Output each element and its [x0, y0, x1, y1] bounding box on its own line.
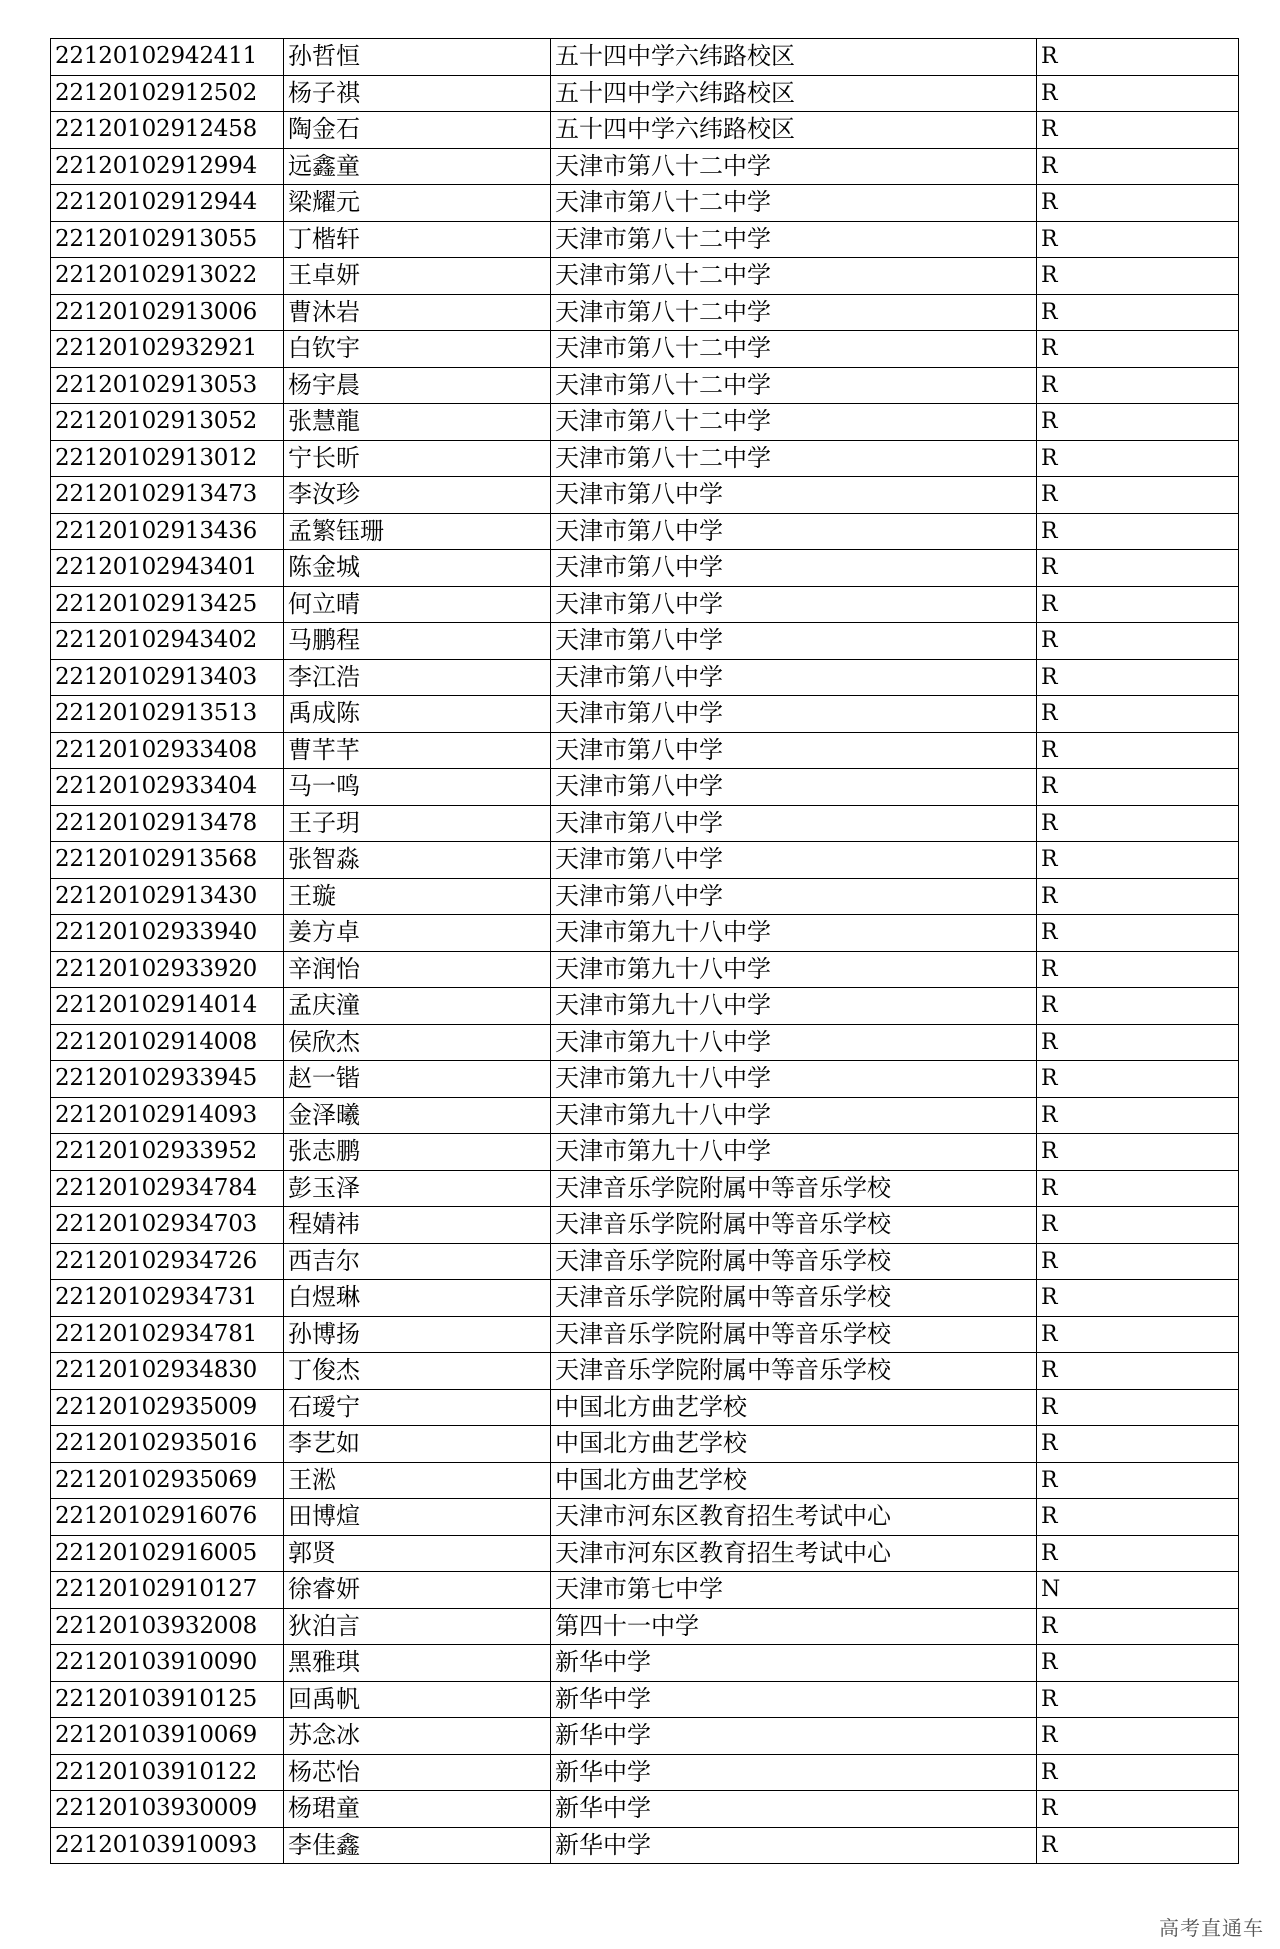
grade-cell: R	[1037, 550, 1239, 587]
student-id-cell: 22120102913425	[51, 586, 284, 623]
student-roster-table	[50, 38, 1239, 1864]
grade-cell: R	[1037, 1353, 1239, 1390]
student-name-cell: 侯欣杰	[284, 1024, 551, 1061]
student-id-cell: 22120102912458	[51, 112, 284, 149]
grade-cell: R	[1037, 915, 1239, 952]
table-row	[51, 878, 1239, 915]
student-name-cell: 孟庆潼	[284, 988, 551, 1025]
table-row	[51, 1791, 1239, 1828]
school-cell: 新华中学	[551, 1718, 1037, 1755]
student-id-cell: 22120102933945	[51, 1061, 284, 1098]
grade-cell: R	[1037, 805, 1239, 842]
student-id-cell: 22120102933940	[51, 915, 284, 952]
table-row	[51, 951, 1239, 988]
student-name-cell: 曹沐岩	[284, 294, 551, 331]
student-id-cell: 22120103930009	[51, 1791, 284, 1828]
student-id-cell: 22120102914093	[51, 1097, 284, 1134]
student-name-cell: 徐睿妍	[284, 1572, 551, 1609]
table-row	[51, 988, 1239, 1025]
grade-cell: R	[1037, 1462, 1239, 1499]
table-row	[51, 367, 1239, 404]
student-name-cell: 彭玉泽	[284, 1170, 551, 1207]
school-cell: 第四十一中学	[551, 1608, 1037, 1645]
school-cell: 天津市第九十八中学	[551, 1097, 1037, 1134]
grade-cell: R	[1037, 1608, 1239, 1645]
student-name-cell: 禹成陈	[284, 696, 551, 733]
school-cell: 天津市第八中学	[551, 623, 1037, 660]
student-id-cell: 22120102913513	[51, 696, 284, 733]
student-name-cell: 陶金石	[284, 112, 551, 149]
table-row	[51, 1097, 1239, 1134]
student-name-cell: 梁耀元	[284, 185, 551, 222]
table-row	[51, 331, 1239, 368]
grade-cell: R	[1037, 148, 1239, 185]
student-name-cell: 王淞	[284, 1462, 551, 1499]
student-id-cell: 22120102913430	[51, 878, 284, 915]
student-id-cell: 22120102933920	[51, 951, 284, 988]
student-name-cell: 丁楷轩	[284, 221, 551, 258]
table-row	[51, 185, 1239, 222]
table-row	[51, 805, 1239, 842]
school-cell: 天津市第八十二中学	[551, 367, 1037, 404]
table-row	[51, 404, 1239, 441]
school-cell: 天津音乐学院附属中等音乐学校	[551, 1170, 1037, 1207]
student-id-cell: 22120102913052	[51, 404, 284, 441]
table-row	[51, 842, 1239, 879]
grade-cell: R	[1037, 1535, 1239, 1572]
student-name-cell: 曹芊芊	[284, 732, 551, 769]
table-row	[51, 769, 1239, 806]
grade-cell: R	[1037, 1827, 1239, 1864]
student-name-cell: 西吉尔	[284, 1243, 551, 1280]
student-id-cell: 22120102914008	[51, 1024, 284, 1061]
student-name-cell: 孟繁钰珊	[284, 513, 551, 550]
student-id-cell: 22120102913478	[51, 805, 284, 842]
table-row	[51, 1718, 1239, 1755]
table-row	[51, 1207, 1239, 1244]
grade-cell: R	[1037, 513, 1239, 550]
student-id-cell: 22120102913012	[51, 440, 284, 477]
student-id-cell: 22120102933408	[51, 732, 284, 769]
table-row	[51, 294, 1239, 331]
school-cell: 天津市第八中学	[551, 878, 1037, 915]
school-cell: 新华中学	[551, 1791, 1037, 1828]
table-row	[51, 258, 1239, 295]
school-cell: 天津市第八中学	[551, 696, 1037, 733]
table-row	[51, 1645, 1239, 1682]
student-id-cell: 22120102912944	[51, 185, 284, 222]
student-name-cell: 金泽曦	[284, 1097, 551, 1134]
school-cell: 新华中学	[551, 1645, 1037, 1682]
grade-cell: R	[1037, 1207, 1239, 1244]
student-id-cell: 22120102935009	[51, 1389, 284, 1426]
grade-cell: R	[1037, 404, 1239, 441]
grade-cell: R	[1037, 1718, 1239, 1755]
grade-cell: R	[1037, 1645, 1239, 1682]
grade-cell: R	[1037, 732, 1239, 769]
table-row	[51, 1535, 1239, 1572]
table-row	[51, 39, 1239, 76]
grade-cell: R	[1037, 221, 1239, 258]
grade-cell: R	[1037, 951, 1239, 988]
grade-cell: R	[1037, 1024, 1239, 1061]
school-cell: 天津市第八中学	[551, 805, 1037, 842]
school-cell: 天津市河东区教育招生考试中心	[551, 1535, 1037, 1572]
table-row	[51, 732, 1239, 769]
grade-cell: R	[1037, 1170, 1239, 1207]
school-cell: 天津市第七中学	[551, 1572, 1037, 1609]
student-name-cell: 杨宇晨	[284, 367, 551, 404]
student-name-cell: 白煜琳	[284, 1280, 551, 1317]
school-cell: 天津市第九十八中学	[551, 988, 1037, 1025]
student-name-cell: 狄泊言	[284, 1608, 551, 1645]
student-id-cell: 22120103910090	[51, 1645, 284, 1682]
grade-cell: R	[1037, 1280, 1239, 1317]
table-row	[51, 1572, 1239, 1609]
grade-cell: R	[1037, 1061, 1239, 1098]
student-name-cell: 郭贤	[284, 1535, 551, 1572]
school-cell: 天津市第九十八中学	[551, 1061, 1037, 1098]
table-row	[51, 75, 1239, 112]
school-cell: 天津市第八中学	[551, 550, 1037, 587]
student-id-cell: 22120102913436	[51, 513, 284, 550]
student-id-cell: 22120102934731	[51, 1280, 284, 1317]
table-row	[51, 696, 1239, 733]
school-cell: 五十四中学六纬路校区	[551, 75, 1037, 112]
roster-body	[51, 39, 1239, 1864]
student-name-cell: 李佳鑫	[284, 1827, 551, 1864]
student-name-cell: 马一鸣	[284, 769, 551, 806]
school-cell: 天津市第九十八中学	[551, 1134, 1037, 1171]
grade-cell: R	[1037, 185, 1239, 222]
school-cell: 新华中学	[551, 1754, 1037, 1791]
student-name-cell: 李艺如	[284, 1426, 551, 1463]
grade-cell: R	[1037, 294, 1239, 331]
student-name-cell: 宁长昕	[284, 440, 551, 477]
school-cell: 新华中学	[551, 1827, 1037, 1864]
table-row	[51, 550, 1239, 587]
grade-cell: R	[1037, 331, 1239, 368]
grade-cell: R	[1037, 1791, 1239, 1828]
student-id-cell: 22120102913403	[51, 659, 284, 696]
student-id-cell: 22120102934781	[51, 1316, 284, 1353]
student-id-cell: 22120103932008	[51, 1608, 284, 1645]
grade-cell: R	[1037, 440, 1239, 477]
table-row	[51, 1316, 1239, 1353]
student-id-cell: 22120102914014	[51, 988, 284, 1025]
table-row	[51, 586, 1239, 623]
student-name-cell: 姜方卓	[284, 915, 551, 952]
grade-cell: R	[1037, 878, 1239, 915]
grade-cell: R	[1037, 988, 1239, 1025]
school-cell: 天津市第八中学	[551, 659, 1037, 696]
school-cell: 天津市河东区教育招生考试中心	[551, 1499, 1037, 1536]
grade-cell: R	[1037, 1681, 1239, 1718]
student-name-cell: 王子玥	[284, 805, 551, 842]
school-cell: 天津市第八中学	[551, 586, 1037, 623]
school-cell: 五十四中学六纬路校区	[551, 112, 1037, 149]
table-row	[51, 477, 1239, 514]
student-id-cell: 22120102934726	[51, 1243, 284, 1280]
school-cell: 天津市第八十二中学	[551, 294, 1037, 331]
table-row	[51, 1061, 1239, 1098]
grade-cell: R	[1037, 696, 1239, 733]
student-id-cell: 22120102913055	[51, 221, 284, 258]
table-row	[51, 1426, 1239, 1463]
school-cell: 天津市第八中学	[551, 842, 1037, 879]
school-cell: 天津音乐学院附属中等音乐学校	[551, 1316, 1037, 1353]
grade-cell: R	[1037, 623, 1239, 660]
grade-cell: R	[1037, 1243, 1239, 1280]
grade-cell: R	[1037, 1426, 1239, 1463]
grade-cell: R	[1037, 586, 1239, 623]
grade-cell: R	[1037, 112, 1239, 149]
student-id-cell: 22120102913053	[51, 367, 284, 404]
student-name-cell: 张智淼	[284, 842, 551, 879]
school-cell: 天津音乐学院附属中等音乐学校	[551, 1280, 1037, 1317]
grade-cell: N	[1037, 1572, 1239, 1609]
student-name-cell: 杨子祺	[284, 75, 551, 112]
grade-cell: R	[1037, 842, 1239, 879]
table-row	[51, 659, 1239, 696]
student-name-cell: 李江浩	[284, 659, 551, 696]
school-cell: 天津市第八十二中学	[551, 440, 1037, 477]
student-name-cell: 田博煊	[284, 1499, 551, 1536]
table-row	[51, 1754, 1239, 1791]
table-row	[51, 1024, 1239, 1061]
student-id-cell: 22120102913473	[51, 477, 284, 514]
table-row	[51, 440, 1239, 477]
student-id-cell: 22120103910122	[51, 1754, 284, 1791]
student-name-cell: 回禹帆	[284, 1681, 551, 1718]
student-name-cell: 杨芯怡	[284, 1754, 551, 1791]
school-cell: 天津音乐学院附属中等音乐学校	[551, 1207, 1037, 1244]
table-row	[51, 623, 1239, 660]
student-id-cell: 22120103910125	[51, 1681, 284, 1718]
student-id-cell: 22120102932921	[51, 331, 284, 368]
student-id-cell: 22120102934784	[51, 1170, 284, 1207]
student-id-cell: 22120102913022	[51, 258, 284, 295]
school-cell: 新华中学	[551, 1681, 1037, 1718]
student-id-cell: 22120102913568	[51, 842, 284, 879]
student-id-cell: 22120102933404	[51, 769, 284, 806]
student-name-cell: 辛润怡	[284, 951, 551, 988]
student-name-cell: 杨珺童	[284, 1791, 551, 1828]
watermark-text: 高考直通车	[1159, 1916, 1264, 1940]
student-name-cell: 远鑫童	[284, 148, 551, 185]
school-cell: 天津市第八中学	[551, 732, 1037, 769]
student-id-cell: 22120102916005	[51, 1535, 284, 1572]
school-cell: 天津市第八十二中学	[551, 331, 1037, 368]
school-cell: 天津市第八十二中学	[551, 221, 1037, 258]
grade-cell: R	[1037, 367, 1239, 404]
student-id-cell: 22120103910093	[51, 1827, 284, 1864]
student-name-cell: 王璇	[284, 878, 551, 915]
table-row	[51, 221, 1239, 258]
student-name-cell: 赵一锴	[284, 1061, 551, 1098]
school-cell: 天津市第八十二中学	[551, 258, 1037, 295]
student-name-cell: 程婧祎	[284, 1207, 551, 1244]
student-name-cell: 苏念冰	[284, 1718, 551, 1755]
student-id-cell: 22120102934703	[51, 1207, 284, 1244]
student-name-cell: 何立晴	[284, 586, 551, 623]
grade-cell: R	[1037, 75, 1239, 112]
school-cell: 天津市第八中学	[551, 769, 1037, 806]
student-id-cell: 22120102943402	[51, 623, 284, 660]
table-row	[51, 1243, 1239, 1280]
student-name-cell: 白钦宇	[284, 331, 551, 368]
table-row	[51, 513, 1239, 550]
school-cell: 天津市第八十二中学	[551, 148, 1037, 185]
student-id-cell: 22120102916076	[51, 1499, 284, 1536]
school-cell: 天津音乐学院附属中等音乐学校	[551, 1353, 1037, 1390]
grade-cell: R	[1037, 258, 1239, 295]
school-cell: 天津音乐学院附属中等音乐学校	[551, 1243, 1037, 1280]
school-cell: 中国北方曲艺学校	[551, 1389, 1037, 1426]
school-cell: 天津市第九十八中学	[551, 915, 1037, 952]
school-cell: 中国北方曲艺学校	[551, 1426, 1037, 1463]
grade-cell: R	[1037, 1499, 1239, 1536]
grade-cell: R	[1037, 1754, 1239, 1791]
school-cell: 天津市第九十八中学	[551, 1024, 1037, 1061]
student-id-cell: 22120102912502	[51, 75, 284, 112]
table-row	[51, 1353, 1239, 1390]
student-id-cell: 22120102935016	[51, 1426, 284, 1463]
student-name-cell: 孙哲恒	[284, 39, 551, 76]
student-id-cell: 22120102933952	[51, 1134, 284, 1171]
student-id-cell: 22120102934830	[51, 1353, 284, 1390]
student-name-cell: 李汝珍	[284, 477, 551, 514]
school-cell: 中国北方曲艺学校	[551, 1462, 1037, 1499]
table-row	[51, 1134, 1239, 1171]
school-cell: 天津市第八十二中学	[551, 404, 1037, 441]
school-cell: 五十四中学六纬路校区	[551, 39, 1037, 76]
table-row	[51, 148, 1239, 185]
table-row	[51, 1827, 1239, 1864]
grade-cell: R	[1037, 769, 1239, 806]
table-row	[51, 1499, 1239, 1536]
student-name-cell: 石瑷宁	[284, 1389, 551, 1426]
student-name-cell: 丁俊杰	[284, 1353, 551, 1390]
table-row	[51, 1280, 1239, 1317]
student-id-cell: 22120102943401	[51, 550, 284, 587]
grade-cell: R	[1037, 39, 1239, 76]
grade-cell: R	[1037, 477, 1239, 514]
student-name-cell: 张志鹏	[284, 1134, 551, 1171]
grade-cell: R	[1037, 1134, 1239, 1171]
table-row	[51, 1681, 1239, 1718]
student-id-cell: 22120102913006	[51, 294, 284, 331]
table-row	[51, 112, 1239, 149]
grade-cell: R	[1037, 659, 1239, 696]
grade-cell: R	[1037, 1389, 1239, 1426]
table-row	[51, 1389, 1239, 1426]
school-cell: 天津市第九十八中学	[551, 951, 1037, 988]
student-name-cell: 孙博扬	[284, 1316, 551, 1353]
student-name-cell: 陈金城	[284, 550, 551, 587]
student-name-cell: 黑雅琪	[284, 1645, 551, 1682]
school-cell: 天津市第八中学	[551, 513, 1037, 550]
student-name-cell: 马鹏程	[284, 623, 551, 660]
school-cell: 天津市第八中学	[551, 477, 1037, 514]
student-id-cell: 22120102910127	[51, 1572, 284, 1609]
school-cell: 天津市第八十二中学	[551, 185, 1037, 222]
grade-cell: R	[1037, 1316, 1239, 1353]
student-name-cell: 王卓妍	[284, 258, 551, 295]
student-id-cell: 22120102935069	[51, 1462, 284, 1499]
table-row	[51, 1462, 1239, 1499]
table-row	[51, 915, 1239, 952]
student-id-cell: 22120103910069	[51, 1718, 284, 1755]
table-row	[51, 1170, 1239, 1207]
table-row	[51, 1608, 1239, 1645]
student-id-cell: 22120102912994	[51, 148, 284, 185]
student-id-cell: 22120102942411	[51, 39, 284, 76]
grade-cell: R	[1037, 1097, 1239, 1134]
student-name-cell: 张慧龍	[284, 404, 551, 441]
